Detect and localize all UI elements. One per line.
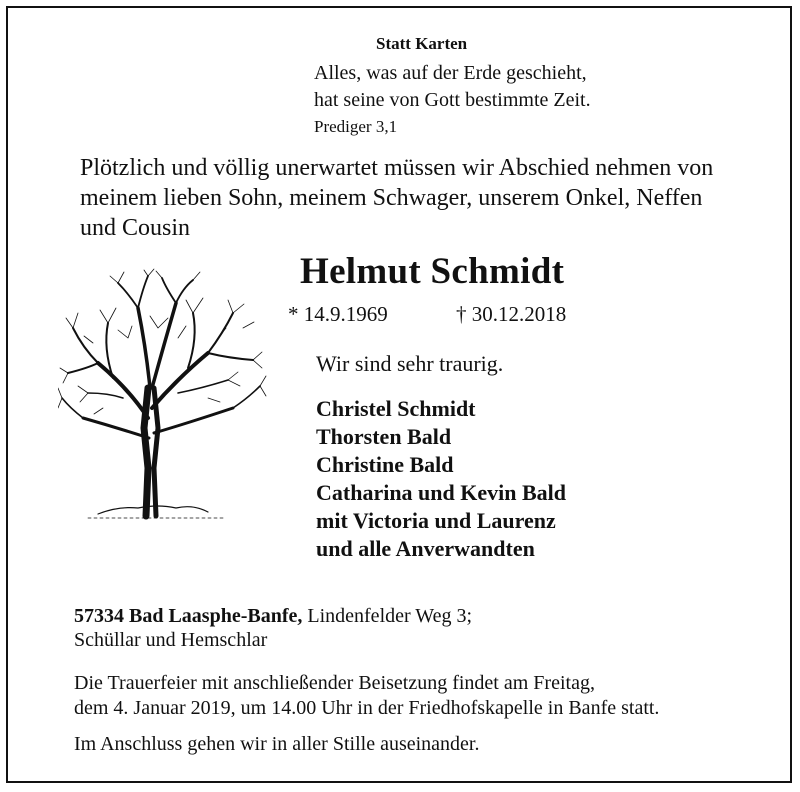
- address-line-2: Schüllar und Hemschlar: [74, 629, 268, 651]
- address-line-1: [74, 605, 472, 628]
- mourner-name: Thorsten Bald: [316, 424, 452, 449]
- statt-karten-heading: Statt Karten: [376, 34, 468, 53]
- address-place: 57334 Bad Laasphe-Banfe,: [74, 605, 303, 627]
- mourner-name: und alle Anverwandten: [316, 536, 535, 561]
- verse-line-1: Alles, was auf der Erde geschieht,: [314, 62, 587, 84]
- intro-line-2: meinem lieben Sohn, meinem Schwager, unserem Onkel, Neffen: [80, 185, 703, 211]
- intro-line-3: und Cousin: [80, 215, 191, 241]
- death-date: † 30.12.2018: [456, 302, 567, 326]
- address-street: Lindenfelder Weg 3;: [302, 605, 473, 627]
- mourner-name: Christine Bald: [316, 452, 454, 477]
- mourner-name: mit Victoria und Laurenz: [316, 508, 556, 533]
- birth-date: * 14.9.1969: [288, 302, 388, 326]
- mourner-name: Christel Schmidt: [316, 396, 476, 421]
- funeral-line-1: Die Trauerfeier mit anschließender Beisetzung findet am Freitag,: [74, 672, 595, 694]
- verse-line-2: hat seine von Gott bestimmte Zeit.: [314, 89, 591, 111]
- verse-reference: Prediger 3,1: [314, 117, 398, 136]
- funeral-line-2: dem 4. Januar 2019, um 14.00 Uhr in der Friedhofskapelle in Banfe statt.: [74, 697, 660, 719]
- mourner-name: Catharina und Kevin Bald: [316, 480, 567, 505]
- intro-line-1: Plötzlich und völlig unerwartet müssen wir Abschied nehmen von: [80, 155, 714, 181]
- mourning-sentence: Wir sind sehr traurig.: [316, 351, 504, 376]
- tree-icon: [58, 268, 268, 528]
- farewell-line: Im Anschluss gehen wir in aller Stille auseinander.: [74, 733, 480, 755]
- deceased-name: Helmut Schmidt: [300, 251, 565, 292]
